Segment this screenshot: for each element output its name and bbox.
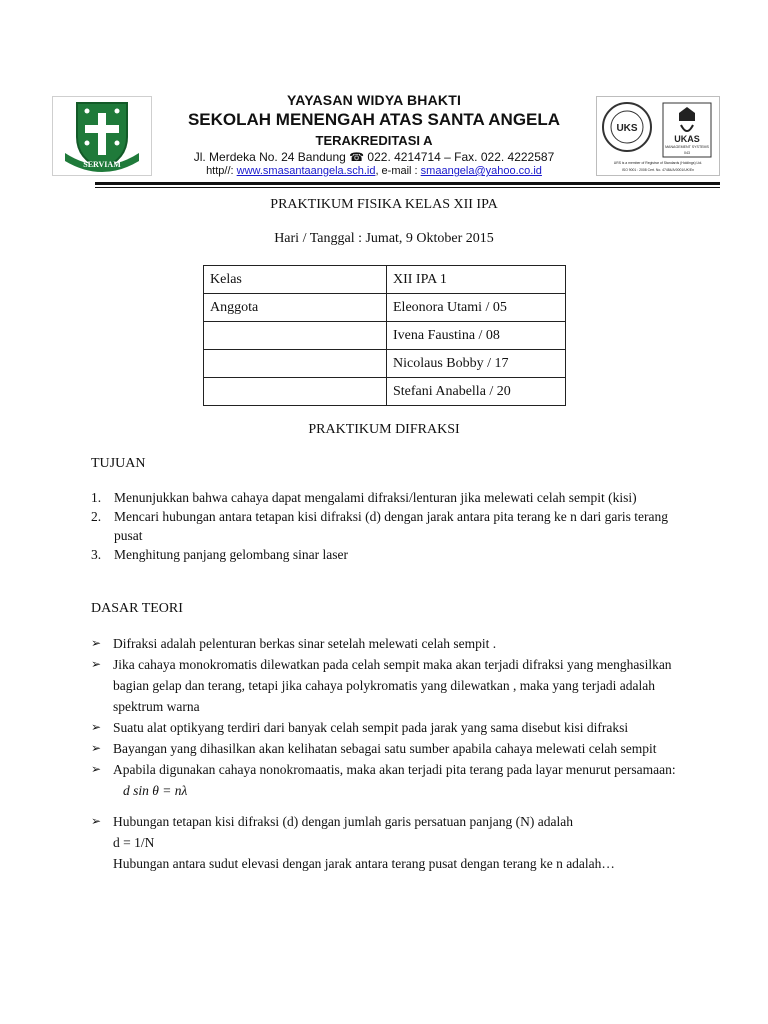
letterhead-rule-thin [95, 187, 720, 188]
table-row [204, 266, 566, 294]
table-cell: Ivena Faustina / 08 [387, 322, 566, 350]
list-item [91, 759, 683, 801]
arrow-bullet-icon: ➢ [91, 720, 102, 734]
item-number: 2. [91, 509, 102, 524]
table-row [204, 378, 566, 406]
foundation-name: YAYASAN WIDYA BHAKTI [286, 92, 462, 108]
web-prefix: http//: [206, 165, 237, 177]
svg-text:URS is a member of Registrar o: URS is a member of Registrar of Standards (Holdings) Ltd. [613, 161, 703, 165]
table-row [204, 322, 566, 350]
info-table [203, 265, 566, 406]
arrow-bullet-icon: ➢ [91, 636, 102, 650]
dasar-teori-list [91, 633, 683, 874]
svg-text:UKS: UKS [616, 123, 638, 134]
table-row [204, 350, 566, 378]
list-item [91, 507, 671, 545]
email-link[interactable]: smaangela@yahoo.co.id [420, 165, 542, 177]
table-cell [204, 378, 387, 406]
table-cell [204, 350, 387, 378]
list-item [91, 738, 683, 759]
item-text: Difraksi adalah pelenturan berkas sinar setelah melewati celah sempit . [113, 636, 497, 651]
list-item [91, 633, 683, 654]
accreditation: TERAKREDITASI A [315, 133, 433, 148]
svg-text:043: 043 [684, 151, 690, 155]
table-row [204, 294, 566, 322]
svg-text:SERVIAM: SERVIAM [83, 160, 121, 169]
list-item [91, 717, 683, 738]
table-cell: Stefani Anabella / 20 [387, 378, 566, 406]
item-text: Menghitung panjang gelombang sinar laser [114, 547, 348, 562]
table-cell: Eleonora Utami / 05 [387, 294, 566, 322]
tujuan-heading: TUJUAN [91, 456, 146, 471]
website-link[interactable]: www.smasantaangela.sch.id [236, 165, 376, 177]
svg-text:MANAGEMENT SYSTEMS: MANAGEMENT SYSTEMS [665, 145, 709, 149]
table-cell: Nicolaus Bobby / 17 [387, 350, 566, 378]
table-cell: Anggota [204, 294, 387, 322]
svg-text:UKAS: UKAS [674, 134, 700, 144]
school-logo [52, 96, 152, 176]
list-item [91, 545, 671, 564]
date-line: Hari / Tanggal : Jumat, 9 Oktober 2015 [274, 231, 494, 246]
list-item [91, 488, 671, 507]
list-item [91, 811, 683, 874]
arrow-bullet-icon: ➢ [91, 762, 102, 776]
dasar-teori-heading: DASAR TEORI [91, 601, 183, 616]
table-cell [204, 322, 387, 350]
item-text: Apabila digunakan cahaya nonokromaatis, maka akan terjadi pita terang pada layar menurut persamaan: [113, 762, 676, 777]
item-text: Suatu alat optikyang terdiri dari banyak celah sempit pada jarak yang sama disebut kisi difraksi [113, 720, 629, 735]
web-contact [156, 165, 592, 177]
grating-formula: d = 1/N [113, 835, 155, 850]
list-item [91, 654, 683, 717]
item-text: Jika cahaya monokromatis dilewatkan pada celah sempit maka akan terjadi difraksi yang menghasilkan bagian gelap dan terang, tetapi jika cahaya polykromatis yang dilewatkan , maka yang terjadi adalah spektrum warna [113, 657, 672, 714]
item-text: Bayangan yang dihasilkan akan kelihatan sebagai satu sumber apabila cahaya melewati celah sempit [113, 741, 657, 756]
document-title: PRAKTIKUM FISIKA KELAS XII IPA [270, 197, 498, 212]
certification-logo [596, 96, 720, 176]
item-text: Hubungan tetapan kisi difraksi (d) dengan jumlah garis persatuan panjang (N) adalah [113, 814, 573, 829]
letterhead-rule [95, 182, 720, 185]
tujuan-list [91, 488, 671, 564]
letterhead [52, 90, 720, 186]
diffraction-formula: d sin θ = nλ [123, 783, 188, 798]
practicum-title: PRAKTIKUM DIFRAKSI [308, 422, 460, 437]
arrow-bullet-icon: ➢ [91, 741, 102, 755]
item-text: Menunjukkan bahwa cahaya dapat mengalami difraksi/lenturan jika melewati celah sempit (kisi) [114, 490, 637, 505]
arrow-bullet-icon: ➢ [91, 814, 102, 828]
table-cell: XII IPA 1 [387, 266, 566, 294]
item-number: 3. [91, 547, 102, 562]
email-label: , e-mail : [375, 165, 421, 177]
svg-text:ISO 9001 : 2008 Cert. No. 4748: ISO 9001 : 2008 Cert. No. 47484/A/0001/UK/En [621, 168, 695, 172]
table-cell: Kelas [204, 266, 387, 294]
school-name: SEKOLAH MENENGAH ATAS SANTA ANGELA [187, 110, 561, 129]
item-number: 1. [91, 490, 102, 505]
item-text: Mencari hubungan antara tetapan kisi difraksi (d) dengan jarak antara pita terang ke n dari garis terang pusat [114, 509, 669, 543]
arrow-bullet-icon: ➢ [91, 657, 102, 671]
school-address: Jl. Merdeka No. 24 Bandung ☎ 022. 4214714 – Fax. 022. 4222587 [193, 150, 555, 164]
closing-text: Hubungan antara sudut elevasi dengan jarak antara terang pusat dengan terang ke n adalah… [113, 856, 615, 871]
